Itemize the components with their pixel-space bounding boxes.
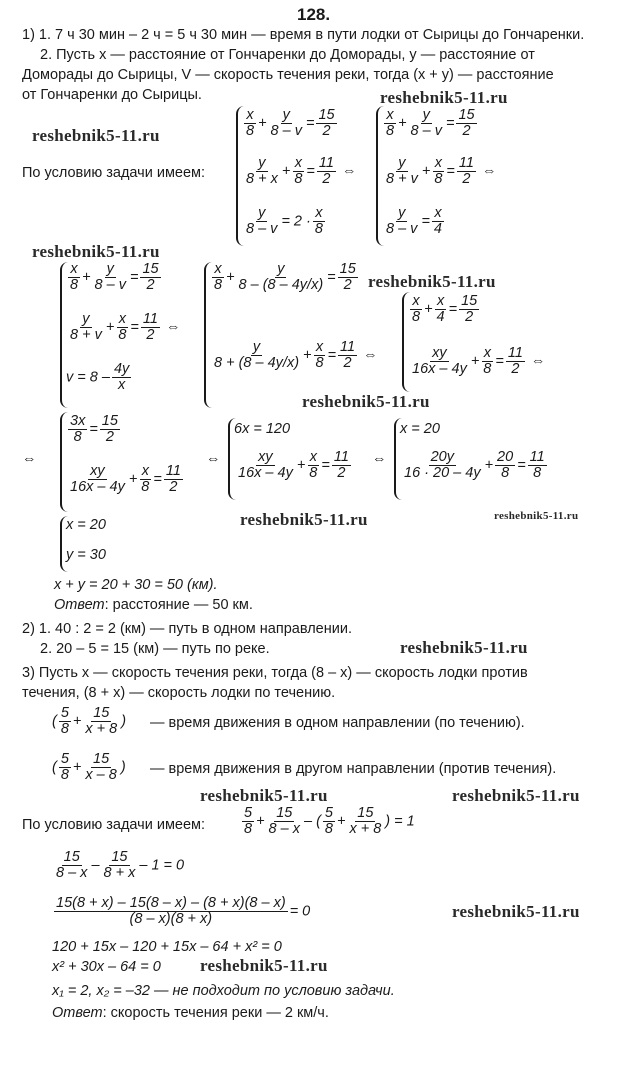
equation: $\frac{20y}{16 \cdot 20 - 4y}$ + $\frac{20}{8}$ = $\frac{11}{8}$	[404, 449, 545, 482]
equation-line: x₁ = 2, x₂ = –32 — не подходит по условию задачи.	[52, 983, 395, 999]
watermark: reshebnik5-11.ru	[452, 786, 580, 805]
answer-text: : скорость течения реки — 2 км/ч.	[102, 1005, 329, 1021]
equivalence: ⇔	[22, 451, 37, 467]
equivalence: ⇔	[206, 451, 221, 467]
watermark: reshebnik5-11.ru	[302, 392, 430, 411]
equation-line: x² + 30x – 64 = 0	[52, 959, 161, 975]
watermark: reshebnik5-11.ru	[200, 786, 328, 805]
answer-line	[54, 598, 253, 614]
equation: $\frac{y}{8 - v}$ = 2 · $\frac{x}{8}$	[246, 205, 323, 238]
equation: $\frac{y}{8 + x}$ + $\frac{x}{8}$ = $\frac{11}{2}$ ⇔	[246, 155, 357, 188]
equation: $\frac{3x}{8}$ = $\frac{15}{2}$	[70, 413, 118, 446]
equation: 6x = 120	[234, 421, 291, 437]
equation: $\frac{y}{8 + v}$ + $\frac{x}{8}$ = $\frac{11}{2}$ ⇔	[386, 155, 497, 188]
equivalence: ⇔	[372, 451, 387, 467]
equation: $\frac{xy}{16x - 4y}$ + $\frac{x}{8}$ = $\frac{11}{2}$	[70, 463, 181, 496]
equation: $\frac{15(8 + x) - 15(8 - x) - (8 + x)(8 - x)}{(8 - x)(8 + x)}$ = 0	[56, 895, 311, 928]
equation: $\frac{x}{8}$ + $\frac{y}{8 - v}$ = $\frac{15}{2}$	[70, 261, 159, 294]
watermark: reshebnik5-11.ru	[32, 242, 160, 261]
answer-line	[52, 1006, 329, 1022]
watermark: reshebnik5-11.ru	[452, 902, 580, 921]
part1-line4: от Гончаренки до Сырицы.	[22, 87, 202, 103]
equation: $\frac{x}{8}$ + $\frac{y}{8 - v}$ = $\frac{15}{2}$	[246, 107, 335, 140]
part2-line1: 2) 1. 40 : 2 = 2 (км) — путь в одном направлении.	[22, 621, 352, 637]
watermark: reshebnik5-11.ru	[380, 88, 508, 107]
answer-label: Ответ	[54, 597, 105, 613]
part1-line1: 1) 1. 7 ч 30 мин – 2 ч = 5 ч 30 мин — время в пути лодки от Сырицы до Гончаренки.	[22, 27, 585, 43]
page-title: 128.	[297, 5, 331, 24]
equation: $\frac{x}{8}$ + $\frac{y}{8 - v}$ = $\frac{15}{2}$	[386, 107, 475, 140]
equation: v = 8 – $\frac{4y}{x}$	[66, 361, 130, 394]
equation: $\frac{y}{8 - v}$ = $\frac{x}{4}$	[386, 205, 442, 238]
watermark: reshebnik5-11.ru	[32, 126, 160, 145]
equation: $\frac{x}{8}$ + $\frac{x}{4}$ = $\frac{15}{2}$	[412, 293, 478, 326]
equation: $\frac{y}{8 + v}$ + $\frac{x}{8}$ = $\frac{11}{2}$ ⇔	[70, 311, 181, 344]
equation: $\frac{15}{8 - x}$ – $\frac{15}{8 + x}$ – 1 = 0	[56, 849, 185, 882]
equation: $\frac{x}{8}$ + $\frac{y}{8 - (8 - 4y/x)}$ = $\frac{15}{2}$	[214, 261, 356, 294]
part3-line2: течения, (8 + x) — скорость лодки по течению.	[22, 685, 336, 701]
part1-line2: 2. Пусть x — расстояние от Гончаренки до Доморады, y — расстояние от	[40, 47, 535, 63]
part1-line3: Доморады до Сырицы, V — скорость течения реки, тогда (x + y) — расстояние	[22, 67, 554, 83]
equation: x = 20	[66, 517, 106, 533]
time-description: — время движения в другом направлении (против течения).	[150, 761, 557, 777]
watermark: reshebnik5-11.ru	[368, 272, 496, 291]
equation: x = 20	[400, 421, 440, 437]
answer-label: Ответ	[52, 1005, 103, 1021]
part3-line1: 3) Пусть x — скорость течения реки, тогда (8 – x) — скорость лодки против	[22, 665, 528, 681]
part2-line2: 2. 20 – 5 = 15 (км) — путь по реке.	[40, 641, 270, 657]
equation: $\frac{xy}{16x - 4y}$ + $\frac{x}{8}$ = $\frac{11}{2}$	[238, 449, 349, 482]
watermark: reshebnik5-11.ru	[494, 510, 579, 522]
watermark: reshebnik5-11.ru	[240, 510, 368, 529]
time-expression: ( $\frac{5}{8}$ + $\frac{15}{x - 8}$ )	[52, 751, 126, 784]
sum-line: x + y = 20 + 30 = 50 (км).	[54, 577, 218, 593]
equation: y = 30	[66, 547, 106, 563]
time-description: — время движения в одном направлении (по течению).	[150, 715, 525, 731]
equation: $\frac{y}{8 + (8 - 4y/x)}$ + $\frac{x}{8}$ = $\frac{11}{2}$ ⇔	[214, 339, 378, 372]
answer-text: : расстояние — 50 км.	[104, 597, 253, 613]
condition-label: По условию задачи имеем:	[22, 817, 206, 833]
watermark: reshebnik5-11.ru	[200, 956, 328, 975]
equation-line: 120 + 15x – 120 + 15x – 64 + x² = 0	[52, 939, 282, 955]
watermark: reshebnik5-11.ru	[400, 638, 528, 657]
equation: $\frac{5}{8}$ + $\frac{15}{8 - x}$ – ( $\frac{5}{8}$ + $\frac{15}{x + 8}$ ) = 1	[244, 805, 415, 838]
condition-label: По условию задачи имеем:	[22, 165, 206, 181]
equation: $\frac{xy}{16x - 4y}$ + $\frac{x}{8}$ = $\frac{11}{2}$ ⇔	[412, 345, 546, 378]
time-expression: ( $\frac{5}{8}$ + $\frac{15}{x + 8}$ )	[52, 705, 127, 738]
